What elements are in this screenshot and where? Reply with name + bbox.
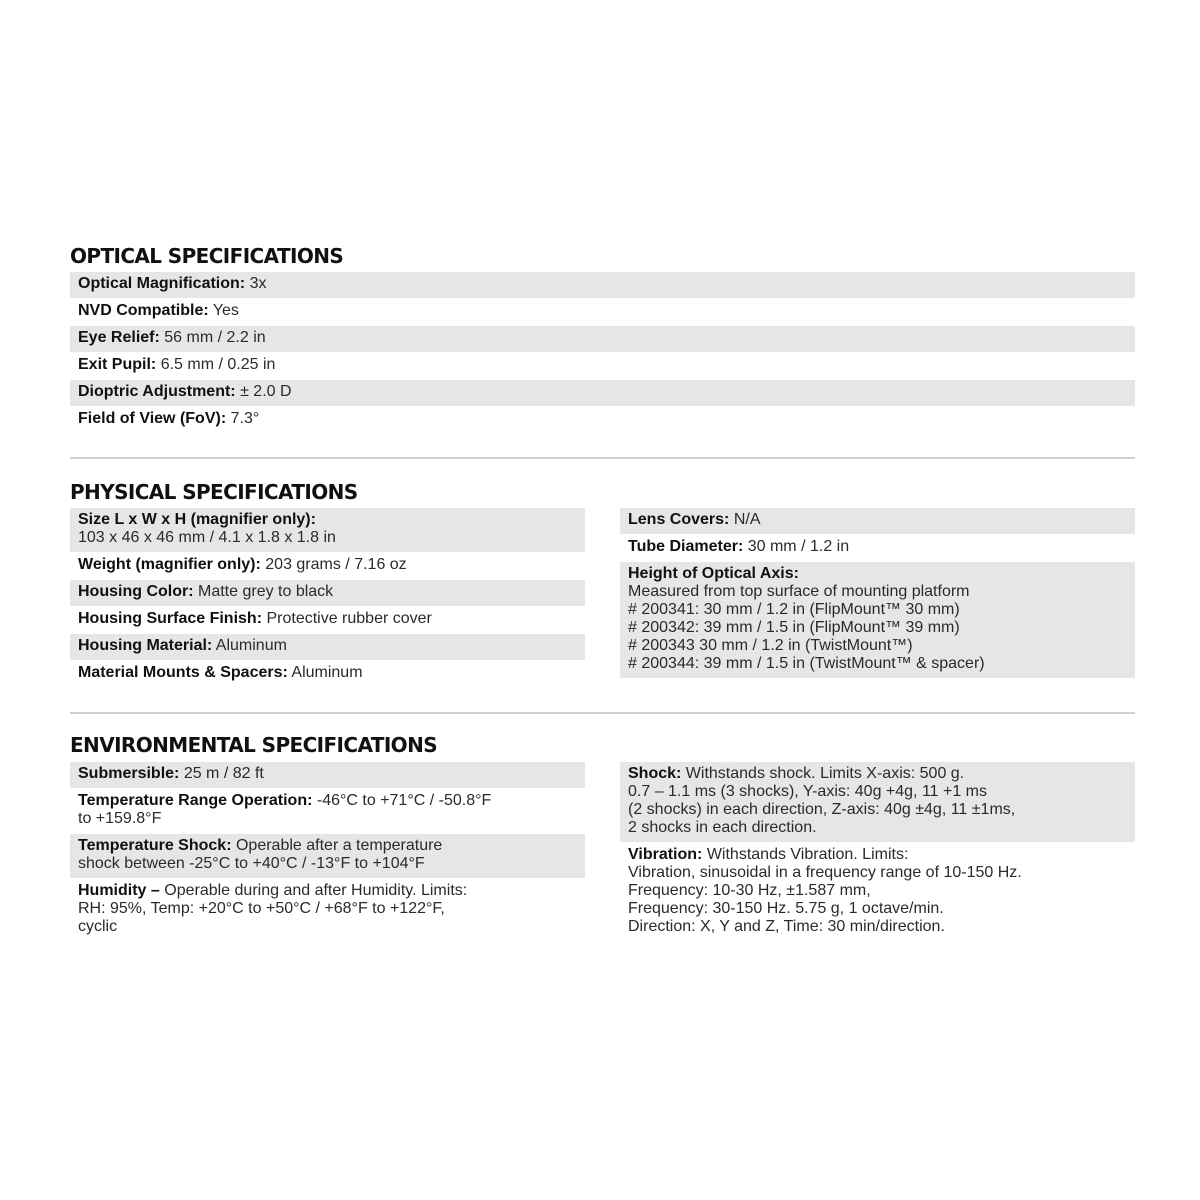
spec-value-line: 2 shocks in each direction. xyxy=(628,819,817,836)
spec-value-line: Measured from top surface of mounting platform xyxy=(628,583,970,600)
spec-label: Temperature Range Operation: xyxy=(78,792,313,809)
spec-label: Lens Covers: xyxy=(628,511,730,528)
spec-value: Aluminum xyxy=(215,637,287,654)
optical-section-title: OPTICAL SPECIFICATIONS xyxy=(70,244,344,268)
spec-row-housing-color xyxy=(70,580,585,606)
spec-row-humidity xyxy=(70,879,585,941)
spec-label: Housing Color: xyxy=(78,583,194,600)
spec-value-line: Frequency: 30-150 Hz. 5.75 g, 1 octave/min. xyxy=(628,900,944,917)
spec-row-nvd-compatible xyxy=(70,299,1135,325)
spec-value-line: to +159.8°F xyxy=(78,810,162,827)
spec-value: Matte grey to black xyxy=(198,583,334,600)
spec-row-dioptric-adjustment xyxy=(70,380,1135,406)
spec-row-submersible xyxy=(70,762,585,788)
spec-value: N/A xyxy=(733,511,761,528)
spec-row-lens-covers xyxy=(620,508,1135,534)
spec-row-material-mounts xyxy=(70,661,585,687)
spec-value-line: cyclic xyxy=(78,918,118,935)
spec-row-housing-material xyxy=(70,634,585,660)
spec-row-field-of-view xyxy=(70,407,1135,433)
spec-value-line: 0.7 – 1.1 ms (3 shocks), Y-axis: 40g +4g, 11 +1 ms xyxy=(628,783,988,800)
spec-label: Vibration: xyxy=(628,846,703,863)
spec-label: Height of Optical Axis: xyxy=(628,565,799,582)
spec-value: 103 x 46 x 46 mm / 4.1 x 1.8 x 1.8 in xyxy=(78,529,336,546)
spec-value: 7.3° xyxy=(230,410,260,427)
spec-label: Housing Surface Finish: xyxy=(78,610,263,627)
spec-value-line: Direction: X, Y and Z, Time: 30 min/direction. xyxy=(628,918,945,935)
spec-row-exit-pupil xyxy=(70,353,1135,379)
spec-row-tube-diameter xyxy=(620,535,1135,561)
spec-label: Size L x W x H (magnifier only): xyxy=(78,511,316,528)
environmental-section-title: ENVIRONMENTAL SPECIFICATIONS xyxy=(70,733,438,757)
spec-label: Field of View (FoV): xyxy=(78,410,227,427)
spec-value: 56 mm / 2.2 in xyxy=(164,329,266,346)
spec-row-optical-magnification xyxy=(70,272,1135,298)
spec-label: Shock: xyxy=(628,765,682,782)
spec-value: Withstands shock. Limits X-axis: 500 g. xyxy=(685,765,965,782)
spec-label: Material Mounts & Spacers: xyxy=(78,664,288,681)
spec-value-line: # 200341: 30 mm / 1.2 in (FlipMount™ 30 mm) xyxy=(628,601,960,618)
spec-value: Yes xyxy=(212,302,239,319)
spec-value: 203 grams / 7.16 oz xyxy=(265,556,407,573)
spec-row-temperature-shock xyxy=(70,834,585,878)
spec-value: 3x xyxy=(249,275,267,292)
spec-value: Operable during and after Humidity. Limits: xyxy=(164,882,468,899)
spec-row-weight xyxy=(70,553,585,579)
spec-row-shock xyxy=(620,762,1135,842)
section-divider xyxy=(70,457,1135,459)
spec-value: Aluminum xyxy=(291,664,363,681)
spec-label: Humidity – xyxy=(78,882,160,899)
spec-row-vibration xyxy=(620,843,1135,941)
spec-label: Weight (magnifier only): xyxy=(78,556,261,573)
spec-value-line: # 200344: 39 mm / 1.5 in (TwistMount™ & spacer) xyxy=(628,655,985,672)
spec-label: Exit Pupil: xyxy=(78,356,157,373)
spec-value-line: Vibration, sinusoidal in a frequency range of 10-150 Hz. xyxy=(628,864,1022,881)
spec-label: Submersible: xyxy=(78,765,180,782)
spec-value: 25 m / 82 ft xyxy=(183,765,264,782)
spec-row-eye-relief xyxy=(70,326,1135,352)
spec-row-size xyxy=(70,508,585,552)
section-divider xyxy=(70,712,1135,714)
spec-value: -46°C to +71°C / -50.8°F xyxy=(316,792,492,809)
spec-value: 30 mm / 1.2 in xyxy=(747,538,850,555)
spec-label: Eye Relief: xyxy=(78,329,160,346)
spec-value-line: (2 shocks) in each direction, Z-axis: 40g ±4g, 11 ±1ms, xyxy=(628,801,1016,818)
spec-value-line: Frequency: 10-30 Hz, ±1.587 mm, xyxy=(628,882,871,899)
spec-row-housing-surface-finish xyxy=(70,607,585,633)
spec-value-line: shock between -25°C to +40°C / -13°F to +104°F xyxy=(78,855,425,872)
spec-label: Optical Magnification: xyxy=(78,275,246,292)
spec-value: Protective rubber cover xyxy=(266,610,432,627)
spec-value: Operable after a temperature xyxy=(235,837,443,854)
spec-label: Housing Material: xyxy=(78,637,213,654)
spec-label: NVD Compatible: xyxy=(78,302,209,319)
spec-label: Temperature Shock: xyxy=(78,837,232,854)
spec-value: ± 2.0 D xyxy=(240,383,292,400)
spec-label: Dioptric Adjustment: xyxy=(78,383,236,400)
spec-value: Withstands Vibration. Limits: xyxy=(706,846,909,863)
spec-row-height-optical-axis xyxy=(620,562,1135,678)
spec-label: Tube Diameter: xyxy=(628,538,744,555)
spec-value-line: # 200343 30 mm / 1.2 in (TwistMount™) xyxy=(628,637,913,654)
spec-value-line: RH: 95%, Temp: +20°C to +50°C / +68°F to +122°F, xyxy=(78,900,445,917)
spec-value-line: # 200342: 39 mm / 1.5 in (FlipMount™ 39 mm) xyxy=(628,619,960,636)
spec-row-temperature-range xyxy=(70,789,585,833)
spec-value: 6.5 mm / 0.25 in xyxy=(160,356,276,373)
physical-section-title: PHYSICAL SPECIFICATIONS xyxy=(70,480,358,504)
